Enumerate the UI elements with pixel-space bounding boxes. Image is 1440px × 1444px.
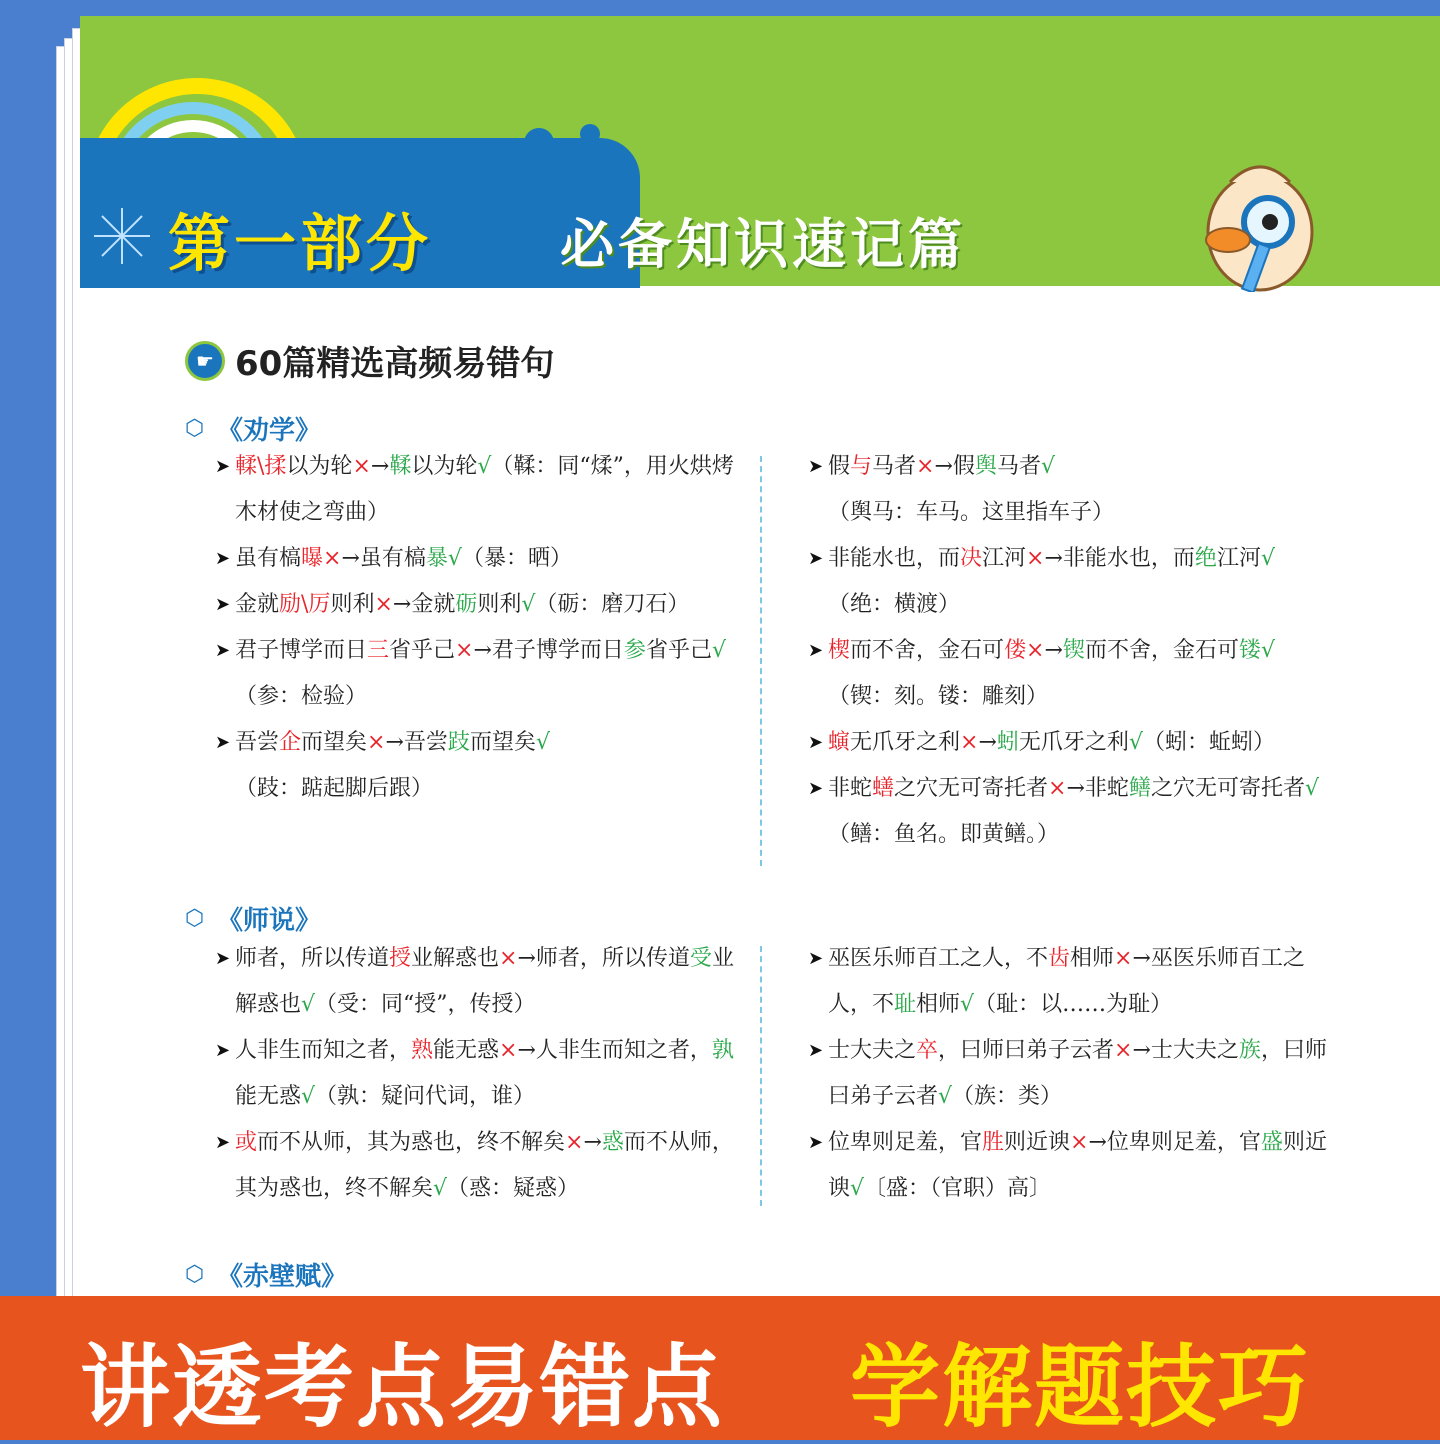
wrong-mark: × [499, 1038, 518, 1063]
sentence-text: 能无惑 [235, 1084, 302, 1109]
sentence-text: 省乎己 [645, 638, 712, 663]
bullet-arrow-icon: ➤ [215, 640, 231, 661]
sentence-text: 巫医乐师百工之人，不 [828, 946, 1049, 971]
sentence-text: 而望矣 [301, 730, 368, 755]
correct-char: 族 [1238, 1038, 1261, 1063]
correct-mark: √ [1304, 776, 1319, 801]
wrong-mark: × [1026, 638, 1045, 663]
sentence-entry [215, 582, 745, 628]
section-title-shishuo [185, 900, 321, 937]
decor-bubble [580, 124, 600, 144]
wrong-mark: × [374, 592, 393, 617]
sentence-text: → [370, 454, 390, 479]
correct-char: 蚓 [996, 730, 1019, 755]
sentence-text: 业解惑也 [411, 946, 500, 971]
sentence-text: （参：检验） [235, 684, 368, 709]
sentence-text: →金就 [392, 592, 456, 617]
sentence-text: → [978, 730, 997, 755]
sentence-text: 士大夫之 [828, 1038, 917, 1063]
wrong-char: 曝 [301, 546, 324, 571]
sentence-text: （孰：疑问代词，谁） [315, 1084, 536, 1109]
sentence-text: （鳝：鱼名。即黄鳝。） [828, 822, 1060, 847]
decor-bubble [524, 128, 554, 158]
wrong-char: 輮\揉 [235, 454, 287, 479]
sentence-text: 而不从师，其为惑也，终不解矣 [235, 1130, 734, 1201]
sentence-text: →人非生而知之者， [517, 1038, 712, 1063]
wrong-char: 螾 [828, 730, 851, 755]
sentence-text: 则利 [330, 592, 375, 617]
correct-char: 惑 [601, 1130, 624, 1155]
sentence-text: （锲：刻。镂：雕刻） [828, 684, 1049, 709]
sentence-text: ，曰师曰弟子云者 [828, 1038, 1327, 1109]
wrong-char: 或 [235, 1130, 258, 1155]
sentence-text: →假 [934, 454, 975, 479]
correct-char: 盛 [1260, 1130, 1283, 1155]
sentence-text: 〔盛：（官职）高〕 [864, 1176, 1052, 1201]
correct-char: 绝 [1194, 546, 1217, 571]
correct-char: 舆 [974, 454, 997, 479]
sentence-text: 相师 [1070, 946, 1115, 971]
wrong-mark: × [1114, 1038, 1133, 1063]
bullet-arrow-icon: ➤ [808, 548, 824, 569]
sentence-text: 能无惑 [433, 1038, 500, 1063]
wrong-char: 齿 [1048, 946, 1071, 971]
sentence-text: 虽有槁 [235, 546, 302, 571]
sentence-text: 则近谀 [1004, 1130, 1071, 1155]
sentence-entry [215, 628, 745, 720]
correct-char: 耻 [894, 992, 917, 1017]
bullet-arrow-icon: ➤ [215, 548, 231, 569]
main-heading-text: 60篇精选高频易错句 [235, 344, 555, 384]
sentence-entry [808, 1120, 1338, 1212]
header-banner [80, 16, 1440, 286]
sentence-entry [808, 1028, 1338, 1120]
wrong-mark: × [367, 730, 386, 755]
bullet-arrow-icon: ➤ [215, 732, 231, 753]
part-title: 第一部分 [168, 207, 433, 280]
sentence-text: 之穴无可寄托者 [894, 776, 1049, 801]
sentence-entry [808, 936, 1338, 1028]
sentence-text: →吾尝 [385, 730, 448, 755]
sentence-text: 而不从师，其为惑也，终不解矣 [257, 1130, 566, 1155]
correct-char: 孰 [711, 1038, 734, 1063]
sentence-text: 相师 [916, 992, 961, 1017]
sentence-text: ，曰师曰弟子云者 [938, 1038, 1115, 1063]
sentence-text: 非能水也，而 [828, 546, 961, 571]
sentence-text: 马者 [872, 454, 917, 479]
duck-mascot-icon [1190, 152, 1320, 292]
sentence-entry [215, 936, 745, 1028]
sentence-text: 则近谀 [828, 1130, 1327, 1201]
wrong-char: 楔 [828, 638, 851, 663]
sentence-text: （惑：疑惑） [447, 1176, 580, 1201]
wrong-char: 熟 [411, 1038, 434, 1063]
sentence-text: →士大夫之 [1132, 1038, 1239, 1063]
wrong-char: 与 [850, 454, 873, 479]
wrong-mark: × [499, 946, 518, 971]
bullet-arrow-icon: ➤ [808, 778, 824, 799]
sentence-text: 而不舍，金石可 [850, 638, 1005, 663]
sentence-text: 马者 [996, 454, 1041, 479]
entries-right-column [808, 444, 1338, 858]
correct-char: 参 [623, 638, 646, 663]
correct-char: 鳝 [1128, 776, 1151, 801]
wrong-char: 三 [367, 638, 390, 663]
sentence-text: （耻：以……为耻） [974, 992, 1173, 1017]
sentence-text: （砺：磨刀石） [535, 592, 690, 617]
sentence-text: （受：同“授”，传授） [315, 992, 536, 1017]
cube-icon: ⬡ [185, 1261, 205, 1287]
sentence-text: （暴：晒） [461, 546, 572, 571]
correct-mark: √ [535, 730, 550, 755]
sentence-text: （绝：横渡） [828, 592, 961, 617]
sentence-entry [808, 766, 1338, 858]
sentence-text: 金就 [235, 592, 280, 617]
sentence-entry [215, 1120, 745, 1212]
entries-left-column [215, 936, 745, 1212]
correct-mark: √ [1260, 546, 1275, 571]
correct-mark: √ [301, 1084, 316, 1109]
sentence-entry [215, 444, 745, 536]
correct-char: 镂 [1238, 638, 1261, 663]
section-title-text: 《师说》 [217, 906, 322, 936]
correct-mark: √ [301, 992, 316, 1017]
bullet-arrow-icon: ➤ [215, 1132, 231, 1153]
sentence-text: →巫医乐师百工之人，不 [828, 946, 1305, 1017]
sentence-text: 人非生而知之者， [235, 1038, 412, 1063]
correct-char: 鞣 [389, 454, 412, 479]
sentence-text: →师者，所以传道 [517, 946, 690, 971]
sentence-text: （跂：踮起脚后跟） [235, 776, 434, 801]
wrong-mark: × [565, 1130, 584, 1155]
sentence-entry [215, 1028, 745, 1120]
book-page [80, 16, 1440, 1306]
wrong-mark: × [916, 454, 935, 479]
bullet-arrow-icon: ➤ [215, 594, 231, 615]
bullet-arrow-icon: ➤ [808, 456, 824, 477]
entries-right-column [808, 936, 1338, 1212]
sentence-text: 无爪牙之利 [850, 730, 961, 755]
correct-mark: √ [938, 1084, 953, 1109]
sentence-text: → [583, 1130, 602, 1155]
correct-char: 砺 [455, 592, 478, 617]
sentence-text: 而望矣 [469, 730, 536, 755]
sentence-entry [808, 628, 1338, 720]
sentence-text: →君子博学而日 [473, 638, 624, 663]
sentence-text: 以为轮 [286, 454, 353, 479]
section-title-chibifu [185, 1256, 347, 1293]
footer-left-slogan: 讲透考点易错点 [80, 1335, 724, 1440]
sentence-text: （舆马：车马。这里指车子） [828, 500, 1115, 525]
main-heading [185, 336, 554, 385]
sentence-text: →虽有槁 [341, 546, 426, 571]
bullet-arrow-icon: ➤ [808, 732, 824, 753]
correct-mark: √ [1128, 730, 1143, 755]
correct-mark: √ [447, 546, 462, 571]
correct-char: 暴 [425, 546, 448, 571]
sentence-text: 以为轮 [411, 454, 478, 479]
sentence-text: （蚓：蚯蚓） [1142, 730, 1275, 755]
wrong-mark: × [455, 638, 474, 663]
sentence-text: 业解惑也 [235, 946, 734, 1017]
starburst-icon [92, 206, 152, 266]
wrong-char: 企 [279, 730, 302, 755]
entries-left-column [215, 444, 745, 812]
correct-char: 锲 [1062, 638, 1085, 663]
wrong-mark: × [960, 730, 979, 755]
sentence-text: →非蛇 [1066, 776, 1129, 801]
wrong-char: 蟮 [872, 776, 895, 801]
sentence-text: 师者，所以传道 [235, 946, 390, 971]
wrong-char: 授 [389, 946, 412, 971]
correct-mark: √ [711, 638, 726, 663]
footer-right-slogan: 学解题技巧 [850, 1335, 1310, 1440]
bullet-arrow-icon: ➤ [215, 1040, 231, 1061]
wrong-char: 胜 [982, 1130, 1005, 1155]
bullet-arrow-icon: ➤ [808, 948, 824, 969]
wrong-mark: × [352, 454, 371, 479]
correct-mark: √ [1260, 638, 1275, 663]
sentence-text: →位卑则足羞，官 [1088, 1130, 1261, 1155]
column-divider [760, 946, 762, 1206]
sentence-text: 而不舍，金石可 [1084, 638, 1239, 663]
sentence-entry [808, 536, 1338, 628]
correct-mark: √ [433, 1176, 448, 1201]
sentence-text: （鞣：同“煣”，用火烘烤木材使之弯曲） [235, 454, 734, 525]
sentence-text: 君子博学而日 [235, 638, 368, 663]
sentence-text: → [1044, 638, 1063, 663]
correct-mark: √ [521, 592, 536, 617]
section-title-quanxue [185, 410, 321, 447]
cube-icon: ⬡ [185, 905, 205, 931]
wrong-char: 励\厉 [279, 592, 331, 617]
sentence-entry [215, 536, 745, 582]
correct-char: 受 [689, 946, 712, 971]
section-title-text: 《赤壁赋》 [217, 1262, 348, 1292]
sentence-text: 无爪牙之利 [1018, 730, 1129, 755]
wrong-mark: × [1114, 946, 1133, 971]
sentence-entry [808, 720, 1338, 766]
bullet-arrow-icon: ➤ [808, 1040, 824, 1061]
sentence-text: 省乎己 [389, 638, 456, 663]
bullet-arrow-icon: ➤ [808, 640, 824, 661]
sentence-text: 江河 [982, 546, 1027, 571]
sentence-text: 位卑则足羞，官 [828, 1130, 983, 1155]
wrong-mark: × [1070, 1130, 1089, 1155]
sentence-text: （族：类） [952, 1084, 1063, 1109]
bullet-arrow-icon: ➤ [215, 948, 231, 969]
wrong-char: 卒 [916, 1038, 939, 1063]
sentence-text: →非能水也，而 [1044, 546, 1195, 571]
sentence-text: 江河 [1216, 546, 1261, 571]
sentence-text: 之穴无可寄托者 [1150, 776, 1305, 801]
wrong-mark: × [1048, 776, 1067, 801]
correct-mark: √ [477, 454, 492, 479]
correct-mark: √ [960, 992, 975, 1017]
sentence-text: 吾尝 [235, 730, 280, 755]
bullet-arrow-icon: ➤ [808, 1132, 824, 1153]
sentence-text: 则利 [477, 592, 522, 617]
cube-icon: ⬡ [185, 415, 205, 441]
footer-slogan-bar [0, 1296, 1440, 1440]
wrong-mark: × [323, 546, 342, 571]
column-divider [760, 456, 762, 866]
sentence-text: 非蛇 [828, 776, 873, 801]
wrong-mark: × [1026, 546, 1045, 571]
correct-mark: √ [850, 1176, 865, 1201]
wrong-char: 决 [960, 546, 983, 571]
section-title-text: 《劝学》 [217, 416, 322, 446]
sentence-entry [215, 720, 745, 812]
correct-char: 跂 [447, 730, 470, 755]
sentence-text: 假 [828, 454, 851, 479]
part-subtitle: 必备知识速记篇 [560, 213, 966, 276]
wrong-char: 偻 [1004, 638, 1027, 663]
pointer-hand-icon: ☛ [185, 341, 225, 381]
sentence-entry [808, 444, 1338, 536]
correct-mark: √ [1040, 454, 1055, 479]
bullet-arrow-icon: ➤ [215, 456, 231, 477]
